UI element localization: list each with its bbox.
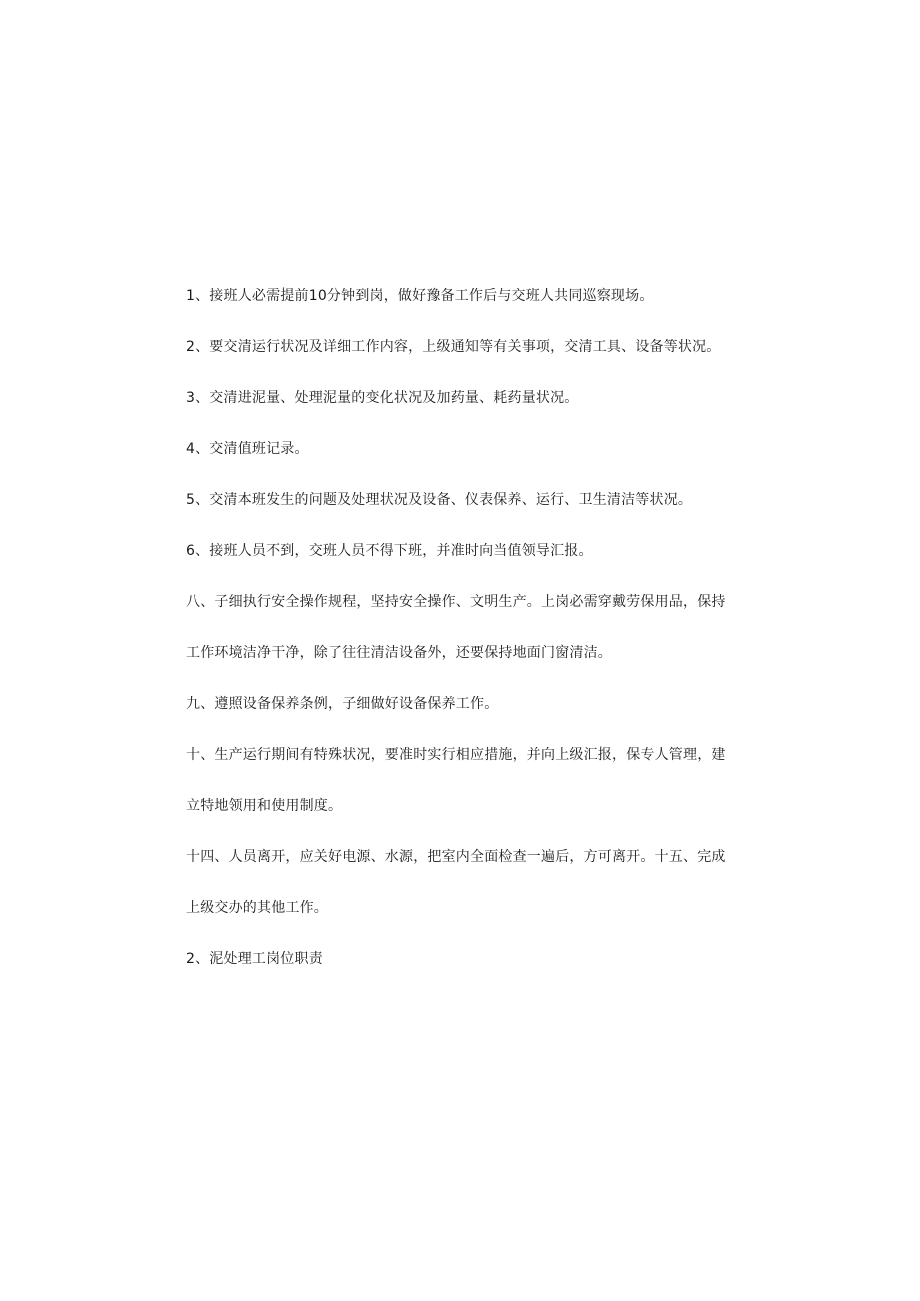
text-line: 1、接班人必需提前10分钟到岗，做好豫备工作后与交班人共同巡察现场。 xyxy=(186,288,654,304)
text-line: 工作环境洁净干净，除了往往清洁设备外，还要保持地面门窗清洁。 xyxy=(186,645,612,661)
section-heading: 2、泥处理工岗位职责 xyxy=(186,951,323,967)
text-line: 立特地领用和使用制度。 xyxy=(186,798,343,814)
text-line: 5、交清本班发生的问题及处理状况及设备、仪表保养、运行、卫生清洁等状况。 xyxy=(186,492,693,508)
text-line: 4、交清值班记录。 xyxy=(186,441,309,457)
text-line: 3、交清进泥量、处理泥量的变化状况及加药量、耗药量状况。 xyxy=(186,390,579,406)
text-line: 九、遵照设备保养条例，子细做好设备保养工作。 xyxy=(186,696,499,712)
document-body xyxy=(186,286,756,969)
text-line: 十四、人员离开，应关好电源、水源，把室内全面检查一遍后，方可离开。十五、完成 xyxy=(186,849,726,865)
text-line: 2、要交清运行状况及详细工作内容，上级通知等有关事项，交清工具、设备等状况。 xyxy=(186,339,721,355)
text-line: 上级交办的其他工作。 xyxy=(186,900,328,916)
text-line: 十、生产运行期间有特殊状况，要准时实行相应措施，并向上级汇报，保专人管理，建 xyxy=(186,747,726,763)
text-line: 6、接班人员不到，交班人员不得下班，并准时向当值领导汇报。 xyxy=(186,543,593,559)
text-line: 八、子细执行安全操作规程，坚持安全操作、文明生产。上岗必需穿戴劳保用品，保持 xyxy=(186,594,726,610)
